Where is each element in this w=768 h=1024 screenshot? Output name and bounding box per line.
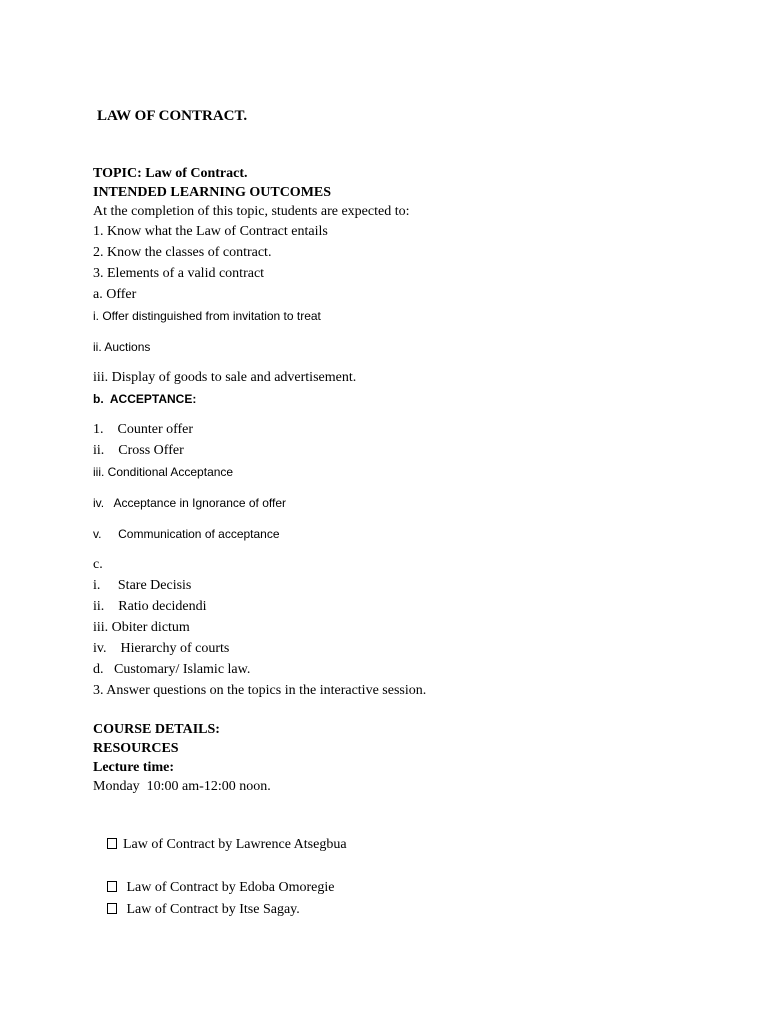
intro-text: At the completion of this topic, students are expected to: (93, 204, 410, 219)
outcome-3b: 3. Answer questions on the topics in the interactive session. (93, 683, 427, 698)
bullet-box-icon (107, 838, 117, 849)
section-c-item-iv: iv. Hierarchy of courts (93, 641, 230, 656)
offer-heading: a. Offer (93, 287, 137, 302)
acceptance-item-1: 1. Counter offer (93, 422, 194, 437)
document-title: LAW OF CONTRACT. (97, 108, 248, 124)
offer-item-ii: ii. Auctions (93, 340, 151, 354)
section-c-heading: c. (93, 557, 103, 572)
acceptance-item-ii: ii. Cross Offer (93, 443, 184, 458)
topic-heading: TOPIC: Law of Contract. (93, 166, 248, 181)
acceptance-item-iv: iv. Acceptance in Ignorance of offer (93, 496, 287, 510)
resources-heading: RESOURCES (93, 741, 179, 756)
section-c-item-ii: ii. Ratio decidendi (93, 599, 207, 614)
resource-item (93, 883, 300, 937)
resource-text: Law of Contract by Itse Sagay. (123, 902, 300, 917)
section-c-item-i: i. Stare Decisis (93, 578, 192, 593)
acceptance-item-v: v. Communication of acceptance (93, 527, 280, 541)
offer-item-iii: iii. Display of goods to sale and advertisement. (93, 370, 357, 385)
acceptance-heading: b. ACCEPTANCE: (93, 392, 197, 406)
resource-text: Law of Contract by Lawrence Atsegbua (123, 837, 347, 852)
outcome-1: 1. Know what the Law of Contract entails (93, 224, 328, 239)
outcome-3: 3. Elements of a valid contract (93, 266, 265, 281)
section-d-heading: d. Customary/ Islamic law. (93, 662, 251, 677)
course-details-heading: COURSE DETAILS: (93, 722, 220, 737)
outcome-2: 2. Know the classes of contract. (93, 245, 272, 260)
ilo-heading: INTENDED LEARNING OUTCOMES (93, 185, 332, 200)
section-c-item-iii: iii. Obiter dictum (93, 620, 190, 635)
bullet-box-icon (107, 903, 117, 914)
acceptance-item-iii: iii. Conditional Acceptance (93, 465, 234, 479)
offer-item-i: i. Offer distinguished from invitation to treat (93, 309, 321, 323)
lecture-time-value: Monday 10:00 am-12:00 noon. (93, 779, 271, 794)
resource-text: Law of Contract by Edoba Omoregie (123, 880, 335, 895)
lecture-time-label: Lecture time: (93, 760, 174, 775)
